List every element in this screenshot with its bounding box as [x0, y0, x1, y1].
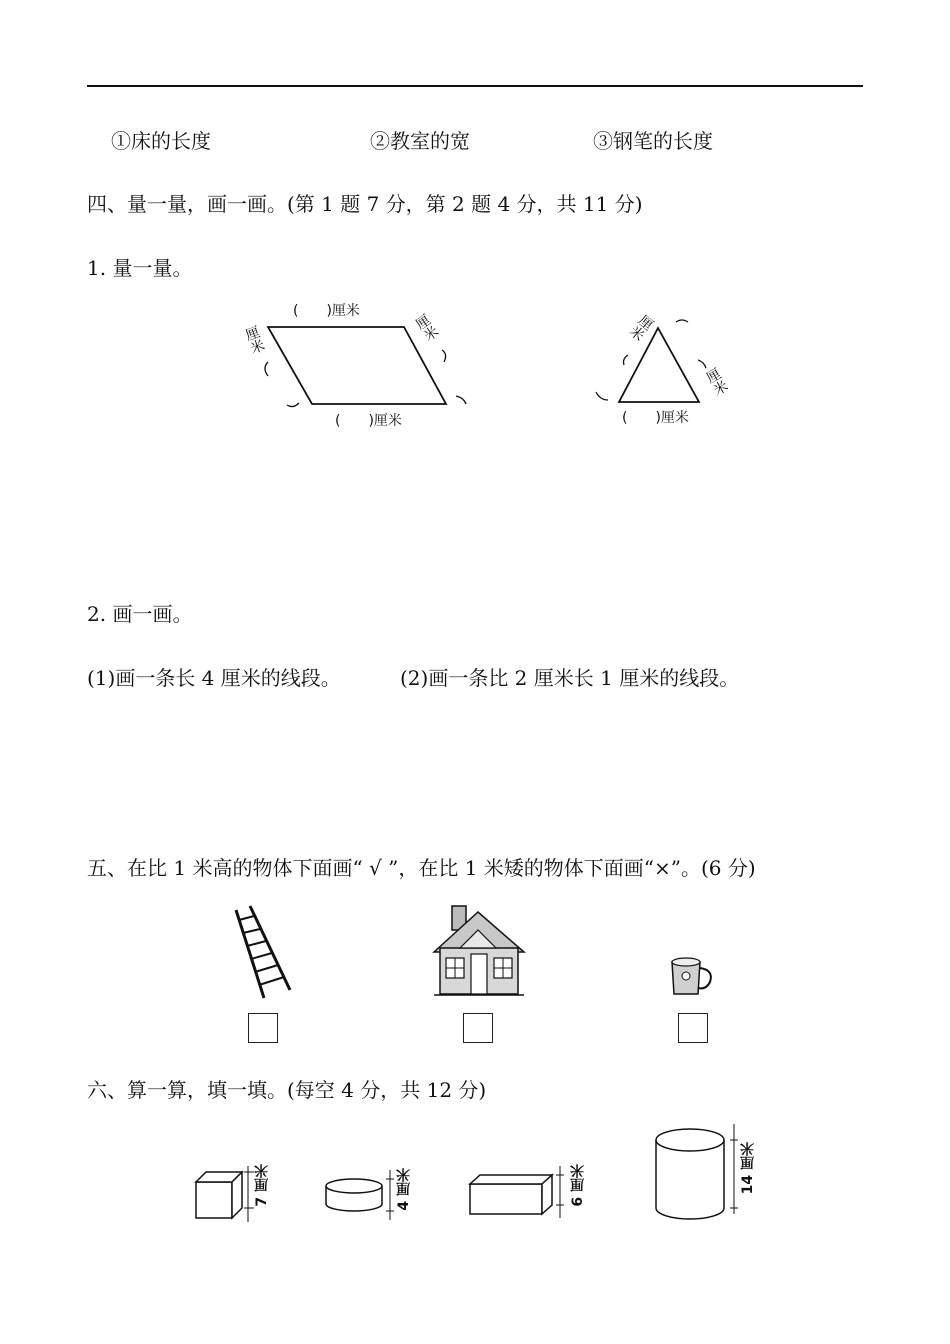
option-pen-length: ③钢笔的长度: [593, 129, 713, 153]
section-5-heading: 五、在比 1 米高的物体下面画“ √ ”，在比 1 米矮的物体下面画“×”。(6 分): [87, 856, 756, 880]
section-4-heading: 四、量一量，画一画。(第 1 题 7 分，第 2 题 4 分，共 11 分): [87, 192, 643, 216]
triangle-left-unit: 厘米: [625, 311, 657, 343]
disc-height-label: 4 厘米: [396, 1168, 412, 1211]
question-2-part-1: (1)画一条长 4 厘米的线段。: [87, 666, 341, 690]
parallelogram-right-unit: 厘米: [411, 311, 441, 345]
section-6-heading: 六、算一算，填一填。(每空 4 分，共 12 分): [87, 1078, 487, 1102]
disc-shape: [326, 1170, 394, 1220]
option-bed-length: ①床的长度: [111, 129, 211, 153]
triangle-right-unit: 厘米: [702, 365, 730, 399]
parallelogram-bottom-blank[interactable]: ( )厘米: [335, 413, 402, 429]
parallelogram-top-blank[interactable]: ( )厘米: [293, 303, 360, 319]
parallelogram-left-unit: 厘米: [241, 324, 267, 356]
option-classroom-width: ②教室的宽: [370, 129, 470, 153]
triangle-bottom-blank[interactable]: ( )厘米: [622, 410, 689, 426]
question-1-title: 1. 量一量。: [87, 256, 193, 280]
cube-height-label: 7 厘米: [254, 1164, 270, 1207]
prism-shape: [470, 1166, 564, 1218]
prism-height-label: 6 厘米: [570, 1164, 586, 1207]
question-2-part-2: (2)画一条比 2 厘米长 1 厘米的线段。: [400, 666, 740, 690]
cube-shape: [196, 1166, 254, 1222]
question-2-title: 2. 画一画。: [87, 602, 193, 626]
tall-cylinder-shape: [656, 1124, 738, 1219]
cylinder-height-label: 14 厘米: [740, 1142, 756, 1195]
